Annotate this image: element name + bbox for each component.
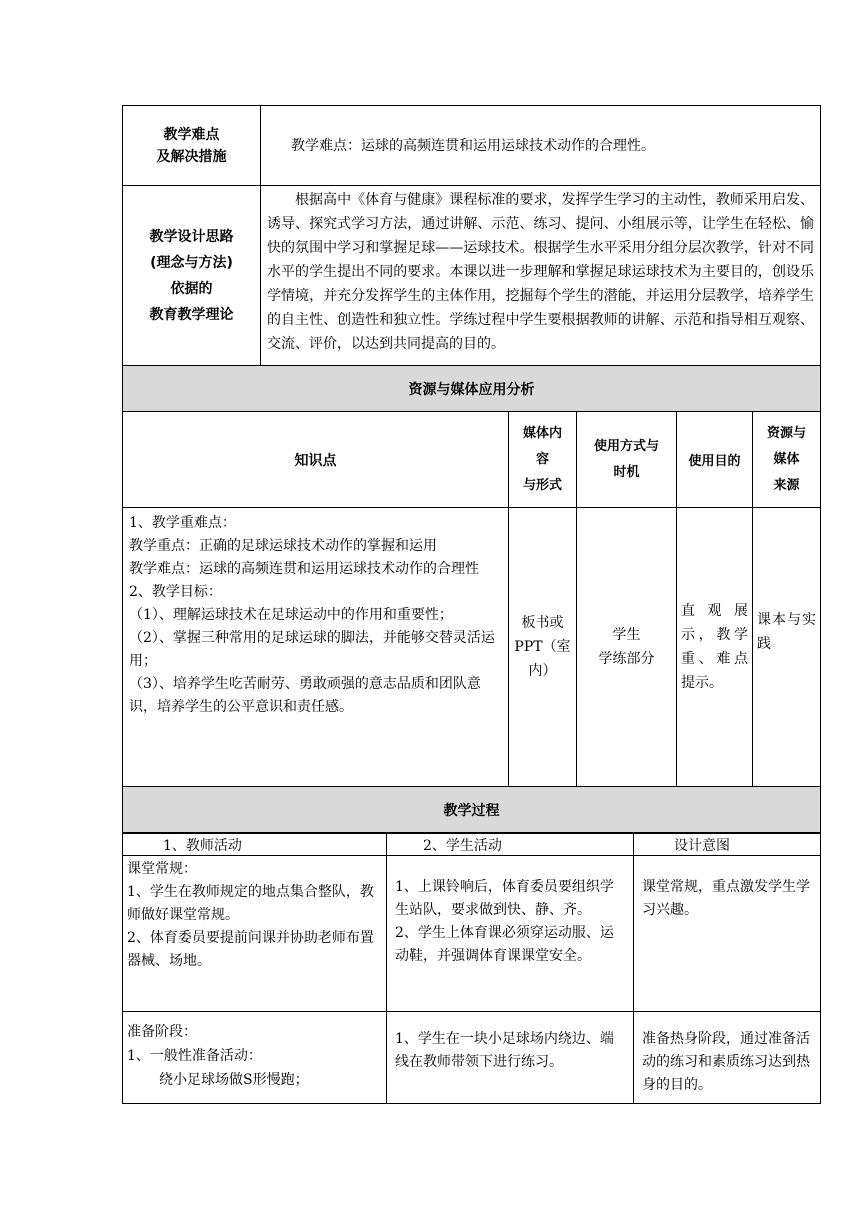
teacher-line: 1、学生在教师规定的地点集合整队，教师做好课堂常规。	[127, 884, 374, 923]
col-student-header: 2、学生活动	[387, 834, 634, 856]
resources-header-row	[123, 412, 821, 508]
teacher-line: 1、一般性准备活动：	[127, 1048, 262, 1064]
difficulty-label-line-1: 教学难点	[163, 126, 220, 143]
process-section-row	[123, 787, 821, 833]
header-media-line-3: 与形式	[522, 477, 562, 493]
intent-cell	[634, 1012, 821, 1104]
usage-line: 学生	[612, 627, 641, 643]
teacher-activity-cell	[123, 1012, 387, 1104]
header-usage-line-1: 使用方式与	[593, 438, 659, 454]
process-row	[123, 856, 821, 1012]
purpose-cell: 直观展示，教学重、难点提示。	[677, 508, 753, 787]
design-row	[123, 186, 821, 366]
resources-section-row	[123, 366, 821, 412]
source-cell: 课本与实践	[753, 508, 821, 787]
header-media-line-2: 容	[535, 451, 549, 467]
student-line: 1、上课铃响后，体育委员要组织学生站队，要求做到快、静、齐。	[395, 879, 614, 918]
usage-cell	[577, 508, 677, 787]
process-row	[123, 1012, 821, 1104]
lesson-plan-table	[122, 105, 821, 833]
design-label-line-4: 教育教学理论	[149, 306, 234, 323]
difficulty-text: 教学难点：运球的高频连贯和运用运球技术动作的合理性。	[261, 106, 821, 186]
knowledge-cell	[123, 508, 509, 787]
header-source-line-2: 媒体	[773, 451, 800, 467]
intent-cell	[634, 856, 821, 1012]
header-media	[509, 412, 577, 508]
design-label-line-1: 教学设计思路	[149, 228, 234, 245]
usage-line: 学练部分	[598, 651, 655, 667]
teacher-activity-cell	[123, 856, 387, 1012]
col-intent-header: 设计意图	[634, 834, 821, 856]
header-purpose: 使用目的	[677, 412, 753, 508]
media-line: 内）	[528, 663, 557, 679]
header-usage-line-2: 时机	[613, 464, 640, 480]
knowledge-line: （3）、培养学生吃苦耐劳、勇敢顽强的意志品质和团队意识，培养学生的公平意识和责任感。	[129, 676, 481, 715]
design-label-line-2: (理念与方法)	[150, 254, 233, 271]
header-source	[753, 412, 821, 508]
col-teacher-header: 1、教师活动	[123, 834, 387, 856]
teacher-line: 2、体育委员要提前问课并协助老师布置器械、场地。	[127, 930, 374, 969]
knowledge-line: 2、教学目标：	[129, 584, 222, 600]
student-line: 2、学生上体育课必须穿运动服、运动鞋，并强调体育课课堂安全。	[395, 925, 614, 964]
media-cell	[509, 508, 577, 787]
knowledge-line: 教学难点：运球的高频连贯和运用运球技术动作的合理性	[129, 561, 479, 577]
knowledge-line: （2）、掌握三种常用的足球运球的脚法，并能够交替灵活运用；	[129, 630, 495, 669]
header-usage	[577, 412, 677, 508]
student-line: 1、学生在一块小足球场内绕边、端线在教师带领下进行练习。	[395, 1031, 614, 1070]
design-label	[123, 186, 261, 366]
intent-line: 课堂常规，重点激发学生学习兴趣。	[642, 879, 810, 918]
resources-content-row	[123, 508, 821, 787]
design-text: 根据高中《体育与健康》课程标准的要求，发挥学生学习的主动性，教师采用启发、诱导、探究式学习方法，通过讲解、示范、练习、提问、小组展示等，让学生在轻松、愉快的氛围中学习和掌握足球——运球技术。根据学生水平采用分组分层次教学，针对不同水平的学生提出不同的要求。本课以进一步理解和掌握足球运球技术为主要目的，创设乐学情境，并充分发挥学生的主体作用，挖掘每个学生的潜能，并运用分层教学，培养学生的自主性、创造性和独立性。学练过程中学生要根据教师的讲解、示范和指导相互观察、交流、评价，以达到共同提高的目的。	[261, 186, 821, 366]
knowledge-line: 1、教学重难点：	[129, 515, 236, 531]
teacher-line: 绕小足球场做S形慢跑；	[159, 1072, 309, 1088]
teacher-line: 准备阶段：	[127, 1024, 197, 1040]
design-label-line-3: 依据的	[170, 280, 213, 297]
media-line: 板书或	[521, 615, 564, 631]
header-media-line-1: 媒体内	[522, 425, 562, 441]
knowledge-line: （1）、理解运球技术在足球运动中的作用和重要性；	[129, 607, 453, 623]
intent-line: 准备热身阶段，通过准备活动的练习和素质练习达到热身的目的。	[642, 1031, 810, 1093]
header-knowledge: 知识点	[123, 412, 509, 508]
teacher-line: 课堂常规：	[127, 861, 197, 877]
process-section-title: 教学过程	[123, 787, 821, 833]
process-header-row	[123, 834, 821, 856]
student-activity-cell	[387, 856, 634, 1012]
header-source-line-3: 来源	[773, 477, 800, 493]
media-line: PPT（室	[514, 639, 571, 655]
knowledge-line: 教学重点：正确的足球运球技术动作的掌握和运用	[129, 538, 437, 554]
process-table	[122, 833, 821, 1104]
difficulty-row	[123, 106, 821, 186]
difficulty-label-line-2: 及解决措施	[156, 148, 227, 165]
resources-section-title: 资源与媒体应用分析	[123, 366, 821, 412]
header-source-line-1: 资源与	[766, 425, 806, 441]
difficulty-label	[123, 106, 261, 186]
student-activity-cell	[387, 1012, 634, 1104]
